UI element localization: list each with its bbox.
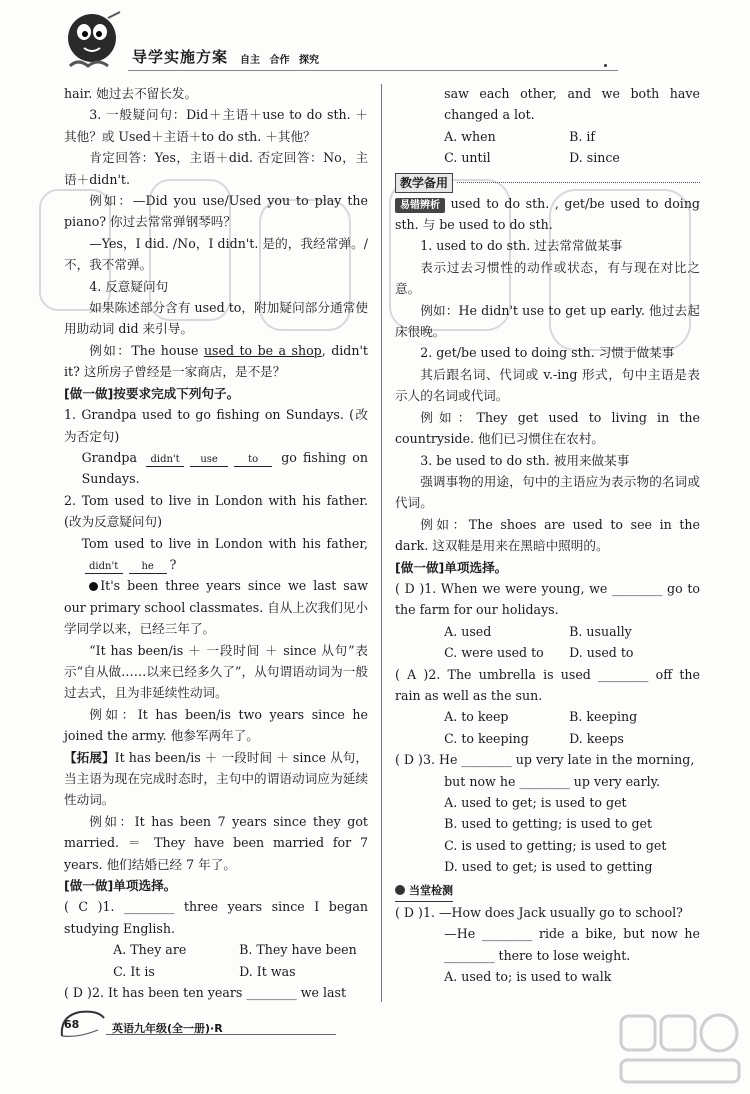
- underlined-phrase: used to be a shop: [203, 342, 322, 358]
- answer-blank: to: [234, 453, 272, 467]
- option-b: B. if: [569, 128, 596, 144]
- check-header: [395, 880, 700, 902]
- mc-stem: 1. When we were young, we ________ go to the farm for our holidays.: [395, 580, 700, 618]
- mascot-logo-icon: [58, 8, 128, 74]
- text-line: 3. be used to do sth. 被用来做某事: [420, 452, 630, 468]
- check-label: 当堂检测: [409, 883, 453, 897]
- mc-stem: 2. The umbrella is used ________ off the rain as well as the sun.: [395, 666, 700, 703]
- extension-text: It has been/is ＋ 一段时间 ＋ since 从句，当主语为现在完成时态时，主句中的谓语动词应为延续性动词。: [64, 749, 369, 808]
- option-a: A. used to; is used to walk: [444, 969, 612, 985]
- mc-stem: 3. He ________ up very late in the morning,: [422, 752, 695, 768]
- option-a: A. used to get; is used to get: [444, 795, 627, 810]
- extension-line: [64, 747, 368, 811]
- text-line: —Yes，I did. /No，I didn't. 是的，我经常弹。/不，我不常弹。: [64, 235, 368, 273]
- example-prefix: 例如：The house: [89, 342, 204, 358]
- option-d: D. since: [569, 150, 620, 166]
- answer-line: [64, 447, 368, 490]
- option-c: C. were used to: [444, 645, 544, 661]
- mc-answer: ( D ): [395, 580, 425, 596]
- mc-options: [395, 621, 700, 664]
- option-c: C. It is: [113, 963, 155, 979]
- text-line: 肯定回答：Yes，主语＋did. 否定回答：No，主语＋didn't.: [64, 150, 368, 187]
- key-sentence: [64, 575, 368, 639]
- text-line: 例如：He didn't use to get up early. 他过去起床很晚。: [395, 302, 700, 340]
- text-line: 例如：It has been/is two years since he joined the army. 他参军两年了。: [64, 706, 368, 744]
- mc-stem: 1. ________ three years since I began studying English.: [64, 899, 368, 936]
- mc-answer: ( D ): [395, 752, 423, 768]
- question: 1. Grandpa used to go fishing on Sundays. (改为否定句): [64, 407, 368, 444]
- mc-options: [395, 126, 700, 169]
- footer-rule: [106, 1034, 336, 1035]
- answer-blank: use: [190, 453, 228, 467]
- key-sentence-text: It's been three years since we last saw our primary school classmates. 自从上次我们见小学同学以来，已经三年了。: [64, 578, 368, 637]
- option-a: A. when: [444, 128, 496, 144]
- option-c: C. to keeping: [444, 730, 529, 746]
- book-title: 英语九年级(全一册)·R: [112, 1022, 223, 1035]
- option-b: B. used to getting; is used to get: [444, 816, 653, 832]
- mc-stem: 2. It has been ten years ________ we last: [91, 985, 347, 1001]
- mc-question: [395, 578, 700, 621]
- practice-heading: [做一做]按要求完成下列句子。: [64, 385, 240, 401]
- mc-answer: ( D ): [395, 905, 423, 921]
- brand-title: 导学实施方案: [132, 48, 229, 66]
- text-line: 3. 一般疑问句：Did＋主语＋use to do sth. ＋其他？或 Used＋主语＋to do sth. ＋其他？: [64, 107, 368, 144]
- mc-options: [395, 706, 700, 749]
- bullet-icon: [89, 582, 98, 591]
- section-tag: 教学备用: [395, 173, 453, 193]
- option-d: D. used to: [569, 645, 634, 661]
- header-rule: [128, 70, 618, 71]
- answer-prefix: Grandpa: [81, 449, 137, 465]
- answer-blank: he: [129, 560, 167, 574]
- mc-question: [395, 902, 700, 923]
- answer-prefix: Tom used to live in London with his father,: [81, 535, 368, 551]
- mc-continuation: saw each other, and we both have changed a lot.: [444, 86, 700, 123]
- check-bullet-icon: [395, 885, 405, 895]
- answer-blank: didn't: [85, 560, 123, 574]
- column-divider: [381, 84, 382, 1002]
- mc-answer: ( D ): [64, 985, 92, 1001]
- topic-text: used to do sth. , get/be used to doing sth. 与 be used to do sth.: [395, 195, 700, 233]
- answer-suffix: ?: [169, 556, 177, 572]
- answer-suffix: go fishing on Sundays.: [81, 449, 368, 487]
- mc-answer: ( A ): [395, 666, 429, 682]
- practice-heading: [做一做]单项选择。: [64, 878, 177, 894]
- section-header: [395, 173, 700, 193]
- answer-line: [64, 533, 368, 576]
- section-rule: [457, 182, 700, 183]
- text-line: 2. get/be used to doing sth. 习惯于做某事: [420, 345, 675, 361]
- question: 2. Tom used to live in London with his father. (改为反意疑问句): [64, 492, 368, 530]
- option-c: C. is used to getting; is used to get: [444, 837, 667, 853]
- mc-options: [64, 939, 368, 982]
- text-line: 1. used to do sth. 过去常常做某事: [420, 238, 623, 254]
- mc-question: [395, 664, 700, 707]
- option-d: D. keeps: [569, 730, 624, 746]
- practice-heading: [做一做]单项选择。: [395, 559, 508, 575]
- text-line: 例如：—Did you use/Used you to play the piano? 你过去常常弹钢琴吗？: [64, 193, 368, 230]
- left-column: [64, 83, 368, 1003]
- page-footer: [58, 1008, 378, 1042]
- text-line: 4. 反意疑问句: [89, 278, 169, 294]
- text-line: 其后跟名词、代词或 v.-ing 形式，句中主语是表示人的名词或代词。: [395, 366, 700, 404]
- right-column: [395, 83, 700, 988]
- mc-question: [64, 896, 368, 939]
- page-header: [0, 0, 750, 80]
- answer-blank: didn't: [146, 453, 184, 467]
- example-suffix: , didn't it? 这所房子曾经是一家商店，是不是？: [64, 342, 368, 380]
- text-line: 例如：The shoes are used to see in the dark. 这双鞋是用来在黑暗中照明的。: [395, 516, 700, 554]
- text-line: 例如：They get used to living in the countryside. 他们已习惯住在农村。: [395, 409, 700, 447]
- option-b: B. They have been: [239, 942, 357, 958]
- brand-modes: 自主 合作 探究: [240, 55, 319, 66]
- text-line: hair. 她过去不留长发。: [64, 86, 198, 101]
- extension-label: 【拓展】: [64, 749, 115, 765]
- topic-line: [395, 193, 700, 236]
- corner-watermark-icon: [615, 1010, 745, 1088]
- check-tag: [395, 880, 453, 902]
- mc-stem-cont: —He ________ ride a bike, but now he ________ there to lose weight.: [444, 926, 700, 963]
- option-b: B. keeping: [569, 709, 638, 725]
- option-a: A. to keep: [444, 709, 509, 725]
- mc-stem: 1. —How does Jack usually go to school?: [422, 905, 683, 921]
- example-line: [64, 340, 368, 383]
- text-line: 如果陈述部分含有 used to，附加疑问部分通常使用助动词 did 来引导。: [64, 300, 368, 337]
- mc-answer: ( C ): [64, 899, 103, 915]
- page-number: 68: [64, 1018, 80, 1031]
- option-a: A. used: [444, 623, 492, 639]
- text-line: 例如：It has been 7 years since they got married. ＝ They have been married for 7 years. 他们结婚已经 7 年了。: [64, 813, 368, 872]
- mc-question: [64, 982, 368, 1003]
- option-a: A. They are: [113, 942, 187, 958]
- option-c: C. until: [444, 150, 491, 166]
- option-b: B. usually: [569, 623, 632, 639]
- text-line: 强调事物的用途，句中的主语应为表示物的名词或代词。: [395, 473, 700, 511]
- option-d: D. used to get; is used to getting: [444, 859, 653, 875]
- text-line: 表示过去习惯性的动作或状态，有与现在对比之意。: [395, 259, 700, 297]
- mc-question: [395, 749, 700, 770]
- text-line: “It has been/is ＋ 一段时间 ＋ since 从句”表示“自从做……以来已经多久了”，从句谓语动词为一般过去式，且为非延续性动词。: [64, 642, 368, 701]
- header-dot: [604, 64, 607, 67]
- mc-stem-cont: but now he ________ up very early.: [444, 773, 661, 789]
- option-d: D. It was: [239, 963, 296, 979]
- analysis-tag: 易错辨析: [395, 198, 445, 213]
